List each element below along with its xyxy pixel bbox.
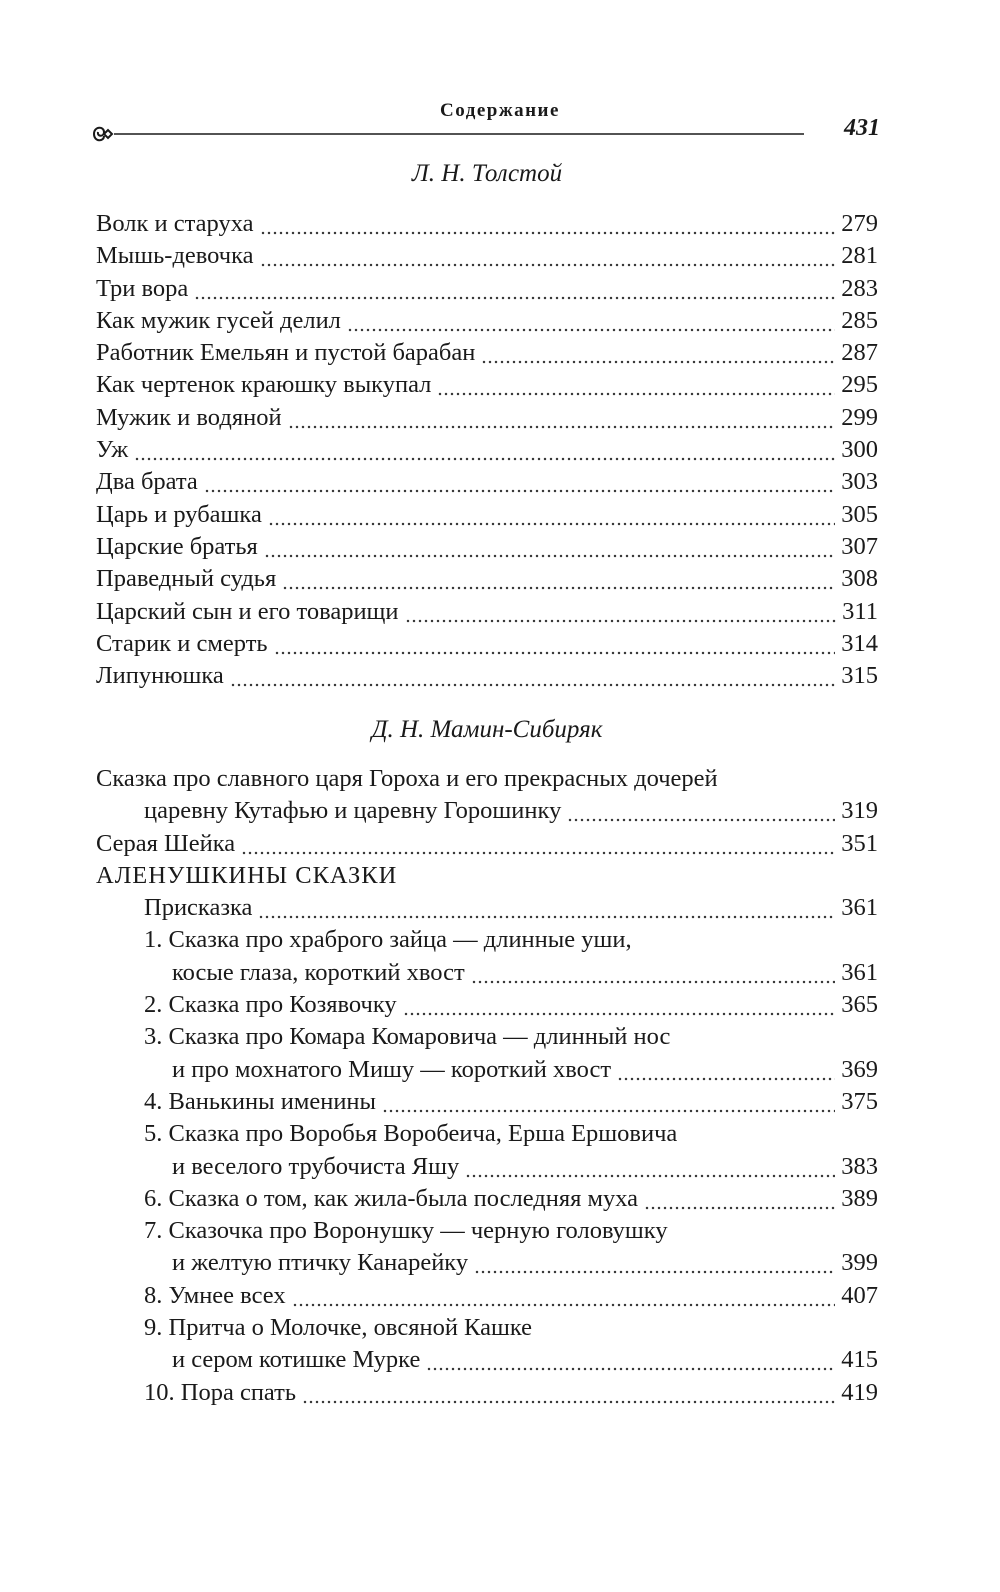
- entry-page: 383: [841, 1152, 878, 1180]
- entry-title: Уж: [96, 436, 129, 464]
- author-heading-mamin-sibiryak: Д. Н. Мамин-Сибиряк: [371, 716, 603, 743]
- entry-title: Три вора: [96, 274, 189, 302]
- toc-entry[interactable]: [96, 1054, 878, 1086]
- toc-entry[interactable]: [96, 466, 878, 498]
- dot-leader: [471, 957, 836, 989]
- dot-leader: [194, 273, 835, 305]
- entry-page: 287: [841, 339, 878, 367]
- dot-leader: [567, 795, 835, 827]
- dot-leader: [204, 466, 835, 498]
- running-title: Содержание: [440, 100, 560, 121]
- entry-title: Царь и рубашка: [96, 500, 262, 528]
- entry-page: 399: [841, 1249, 878, 1277]
- entry-title: Работник Емельян и пустой барабан: [96, 339, 476, 367]
- entry-title: 10. Пора спать: [144, 1378, 297, 1406]
- entry-page: 415: [841, 1346, 878, 1374]
- dot-leader: [134, 434, 835, 466]
- entry-page: 285: [841, 306, 878, 334]
- dot-leader: [302, 1377, 835, 1409]
- toc-entry[interactable]: [96, 563, 878, 595]
- toc-entry[interactable]: [96, 531, 878, 563]
- entry-title: 6. Сказка о том, как жила-была последняя муха: [144, 1184, 639, 1212]
- entry-page: 295: [841, 371, 878, 399]
- entry-title: Старик и смерть: [96, 629, 268, 657]
- entry-title-line[interactable]: 3. Сказка про Комара Комаровича — длинный нос: [144, 1023, 671, 1051]
- entry-title-line[interactable]: 9. Притча о Молочке, овсяной Кашке: [144, 1314, 532, 1342]
- toc-entry[interactable]: [96, 892, 878, 924]
- dot-leader: [405, 596, 837, 628]
- toc-entry[interactable]: [96, 499, 878, 531]
- dot-leader: [481, 337, 835, 369]
- scroll-ornament-icon: [90, 120, 810, 148]
- toc-entry[interactable]: [96, 208, 878, 240]
- toc-entry[interactable]: [96, 660, 878, 692]
- toc-entry[interactable]: [96, 402, 878, 434]
- toc-entry[interactable]: [96, 240, 878, 272]
- toc-entry[interactable]: [96, 1344, 878, 1376]
- entry-page: 279: [841, 210, 878, 237]
- toc-entry[interactable]: [96, 305, 878, 337]
- entry-page: 365: [841, 991, 878, 1019]
- entry-title-continuation: косые глаза, короткий хвост: [172, 958, 465, 986]
- entry-title: Царский сын и его товарищи: [96, 597, 399, 625]
- toc-entry[interactable]: [96, 273, 878, 305]
- entry-title-line[interactable]: Сказка про славного царя Гороха и его прекрасных дочерей: [96, 765, 718, 792]
- entry-title: Мужик и водяной: [96, 403, 282, 431]
- dot-leader: [241, 828, 835, 860]
- entry-title: Как мужик гусей делил: [96, 306, 341, 334]
- dot-leader: [260, 240, 836, 272]
- toc-entry[interactable]: [96, 1280, 878, 1312]
- dot-leader: [465, 1151, 835, 1183]
- entry-title: 8. Умнее всех: [144, 1281, 286, 1309]
- entry-page: 299: [841, 403, 878, 431]
- toc-entry[interactable]: [96, 596, 878, 628]
- entry-page: 283: [841, 274, 878, 302]
- dot-leader: [282, 563, 835, 595]
- entry-title-continuation: царевну Кутафью и царевну Горошинку: [144, 797, 562, 825]
- section-heading-alenushka: АЛЕНУШКИНЫ СКАЗКИ: [96, 861, 398, 889]
- dot-leader: [258, 892, 835, 924]
- toc-entry[interactable]: [96, 1086, 878, 1118]
- entry-title-continuation: и желтую птичку Канарейку: [172, 1249, 469, 1277]
- entry-title-continuation: и сером котишке Мурке: [172, 1346, 421, 1374]
- toc-entry[interactable]: [96, 989, 878, 1021]
- entry-page: 281: [841, 242, 878, 270]
- dot-leader: [264, 531, 835, 563]
- entry-page: 307: [841, 532, 878, 560]
- dot-leader: [644, 1183, 835, 1215]
- toc-entry[interactable]: [96, 957, 878, 989]
- toc-entry[interactable]: [96, 1151, 878, 1183]
- dot-leader: [382, 1086, 835, 1118]
- entry-page: 315: [841, 662, 878, 690]
- dot-leader: [617, 1054, 835, 1086]
- dot-leader: [274, 628, 836, 660]
- tolstoy-entries: [96, 208, 878, 692]
- toc-entry[interactable]: [96, 1377, 878, 1409]
- entry-page: 361: [841, 894, 878, 922]
- entry-page: 305: [841, 500, 878, 528]
- entry-page: 419: [841, 1378, 878, 1406]
- dot-leader: [403, 989, 836, 1021]
- page-number: 431: [844, 115, 880, 141]
- entry-title: Мышь-девочка: [96, 242, 254, 270]
- entry-page: 300: [841, 436, 878, 464]
- mamin-entries: [96, 763, 878, 1409]
- entry-title: Присказка: [144, 894, 253, 922]
- toc-entry[interactable]: [96, 795, 878, 827]
- entry-title-line[interactable]: 7. Сказочка про Воронушку — черную головушку: [144, 1217, 668, 1245]
- entry-title: Серая Шейка: [96, 829, 236, 857]
- entry-title-line[interactable]: 1. Сказка про храброго зайца — длинные уши,: [144, 926, 632, 954]
- toc-entry[interactable]: [96, 1247, 878, 1279]
- entry-title: Праведный судья: [96, 565, 277, 593]
- entry-page: 361: [841, 958, 878, 986]
- entry-page: 303: [841, 468, 878, 496]
- toc-entry[interactable]: [96, 828, 878, 860]
- entry-page: 369: [841, 1055, 878, 1083]
- entry-title: Как чертенок краюшку выкупал: [96, 371, 432, 399]
- toc-entry[interactable]: [96, 369, 878, 401]
- toc-entry[interactable]: [96, 1183, 878, 1215]
- entry-title: Волк и старуха: [96, 210, 254, 237]
- dot-leader: [230, 660, 835, 692]
- entry-title: 2. Сказка про Козявочку: [144, 991, 397, 1019]
- dot-leader: [260, 208, 836, 240]
- entry-title: Два брата: [96, 468, 198, 496]
- toc-entry[interactable]: [96, 337, 878, 369]
- entry-page: 311: [842, 597, 878, 625]
- entry-page: 308: [841, 565, 878, 593]
- entry-title: 4. Ванькины именины: [144, 1087, 376, 1115]
- dot-leader: [437, 369, 835, 401]
- entry-title-continuation: и веселого трубочиста Яшу: [172, 1152, 460, 1180]
- dot-leader: [347, 305, 835, 337]
- entry-page: 351: [841, 829, 878, 857]
- entry-title: Царские братья: [96, 532, 258, 560]
- toc-entry[interactable]: [96, 434, 878, 466]
- entry-page: 375: [841, 1087, 878, 1115]
- dot-leader: [426, 1344, 835, 1376]
- toc-entry[interactable]: [96, 628, 878, 660]
- entry-title-continuation: и про мохнатого Мишу — короткий хвост: [172, 1055, 612, 1083]
- dot-leader: [292, 1280, 836, 1312]
- entry-page: 389: [841, 1184, 878, 1212]
- entry-page: 407: [841, 1281, 878, 1309]
- entry-page: 314: [841, 629, 878, 657]
- entry-title: Липунюшка: [96, 662, 224, 690]
- entry-page: 319: [841, 797, 878, 825]
- dot-leader: [288, 402, 836, 434]
- dot-leader: [474, 1247, 835, 1279]
- dot-leader: [268, 499, 835, 531]
- author-heading-tolstoy: Л. Н. Толстой: [411, 160, 563, 187]
- entry-title-line[interactable]: 5. Сказка про Воробья Воробеича, Ерша Ершовича: [144, 1120, 678, 1148]
